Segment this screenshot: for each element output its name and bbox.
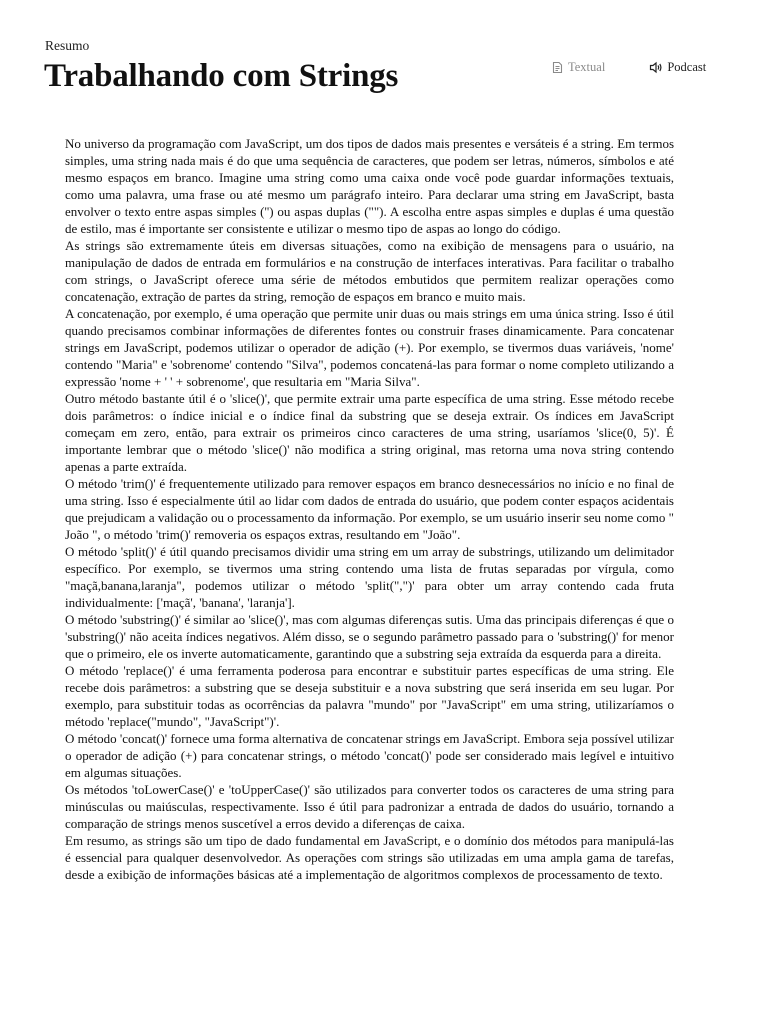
speaker-icon: [649, 61, 663, 74]
paragraph: O método 'trim()' é frequentemente utilizado para remover espaços em branco desnecessários no início e no final de uma string. Isso é especialmente útil ao lidar com dados de entrada do usuário, que podem conter espaços acidentais que prejudicam a validação ou o processamento da informação. Por exemplo, se um usuário inserir seu nome como " João ", o método 'trim()' removeria os espaços extras, resultando em "João".: [65, 476, 674, 542]
page-title: Trabalhando com Strings: [44, 58, 399, 94]
summary-body: [65, 135, 674, 883]
podcast-mode-label: Podcast: [667, 60, 707, 74]
textual-mode-button[interactable]: [551, 60, 605, 75]
textual-mode-label: Textual: [568, 60, 606, 74]
paragraph: Os métodos 'toLowerCase()' e 'toUpperCase()' são utilizados para converter todos os caracteres de uma string para minúsculas ou maiúsculas, respectivamente. Isso é útil para padronizar a entrada de dados do usuário, tornando a comparação de strings menos suscetível a erros devido a diferenças de caixa.: [65, 782, 674, 831]
eyebrow-label: Resumo: [45, 38, 90, 53]
paragraph: Outro método bastante útil é o 'slice()', que permite extrair uma parte específica de uma string. Esse método recebe dois parâmetros: o índice inicial e o índice final da substring que se deseja extrair. Os índices em JavaScript começam em zero, então, para extrair os primeiros cinco caracteres de uma string, usaríamos 'slice(0, 5)'. É importante lembrar que o método 'slice()' não modifica a string original, mas retorna uma nova string contendo apenas a parte extraída.: [65, 391, 674, 474]
paragraph: O método 'split()' é útil quando precisamos dividir uma string em um array de substrings, utilizando um delimitador específico. Por exemplo, se tivermos uma string contendo uma lista de frutas separadas por vírgula, como "maçã,banana,laranja", podemos utilizar o método 'split(",")' para obter um array contendo cada fruta individualmente: ['maçã', 'banana', 'laranja'].: [65, 544, 674, 610]
paragraph: Em resumo, as strings são um tipo de dado fundamental em JavaScript, e o domínio dos métodos para manipulá-las é essencial para qualquer desenvolvedor. As operações com strings são utilizadas em uma ampla gama de tarefas, desde a exibição de informações básicas até a implementação de algoritmos complexos de processamento de texto.: [65, 833, 674, 882]
paragraph: No universo da programação com JavaScript, um dos tipos de dados mais presentes e versáteis é a string. Em termos simples, uma string nada mais é do que uma sequência de caracteres, que podem ser letras, números, símbolos e até mesmo espaços em branco. Imagine uma string como uma caixa onde você pode guardar informações textuais, como uma palavra, uma frase ou até mesmo um parágrafo inteiro. Para declarar uma string em JavaScript, basta envolver o texto entre aspas simples ('') ou aspas duplas (""). A escolha entre aspas simples e duplas é uma questão de estilo, mas é importante ser consistente e utilizar o mesmo tipo de aspas ao longo do código.: [65, 136, 674, 236]
document-icon: [551, 61, 564, 74]
paragraph: A concatenação, por exemplo, é uma operação que permite unir duas ou mais strings em uma única string. Isso é útil quando precisamos combinar informações de diferentes fontes ou construir frases dinamicamente. Para concatenar strings em JavaScript, podemos utilizar o operador de adição (+). Por exemplo, se tivermos duas variáveis, 'nome' contendo "Maria" e 'sobrenome' contendo "Silva", podemos concatená-las para formar o nome completo utilizando a expressão 'nome + ' ' + sobrenome', que resultaria em "Maria Silva".: [65, 306, 674, 389]
paragraph: As strings são extremamente úteis em diversas situações, como na exibição de mensagens para o usuário, na manipulação de dados de entrada em formulários e na construção de interfaces interativas. Para facilitar o trabalho com strings, o JavaScript oferece uma série de métodos embutidos que permitem realizar operações como concatenação, extração de partes da string, remoção de espaços em branco e muito mais.: [65, 238, 674, 304]
paragraph: O método 'substring()' é similar ao 'slice()', mas com algumas diferenças sutis. Uma das principais diferenças é que o 'substring()' não aceita índices negativos. Além disso, se o segundo parâmetro passado para o 'substring()' for menor que o primeiro, ele os inverte automaticamente, garantindo que a substring seja extraída da esquerda para a direita.: [65, 612, 674, 661]
view-mode-switch: [551, 60, 706, 75]
podcast-mode-button[interactable]: [649, 60, 706, 75]
paragraph: O método 'concat()' fornece uma forma alternativa de concatenar strings em JavaScript. Embora seja possível utilizar o operador de adição (+) para concatenar strings, o método 'concat()' pode ser considerado mais legível e intuitivo em algumas situações.: [65, 731, 674, 780]
paragraph: O método 'replace()' é uma ferramenta poderosa para encontrar e substituir partes específicas de uma string. Ele recebe dois parâmetros: a substring que se deseja substituir e a nova substring que será inserida em seu lugar. Por exemplo, para substituir todas as ocorrências da palavra "mundo" por "JavaScript" em uma string, utilizaríamos o método 'replace("mundo", "JavaScript")'.: [65, 663, 674, 729]
